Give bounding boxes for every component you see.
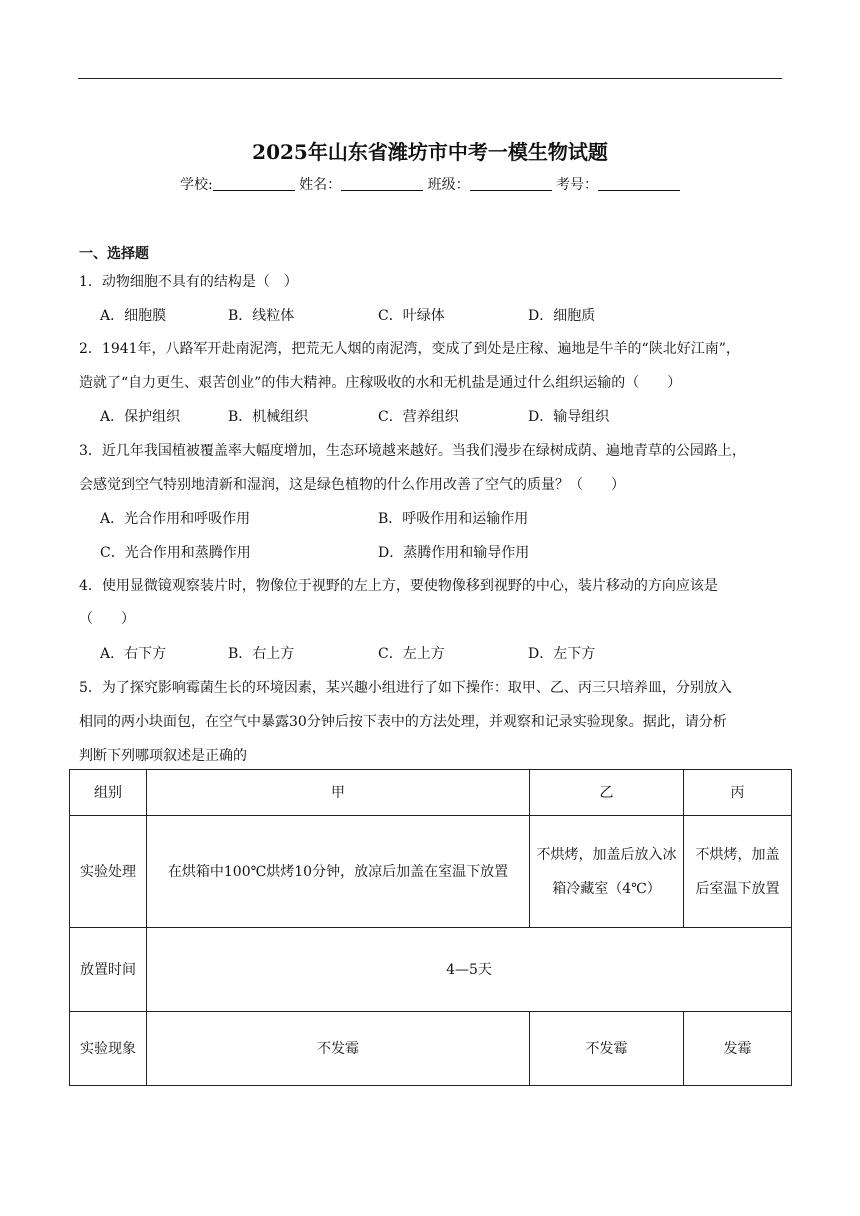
question-2-option-c[interactable]: C．营养组织 — [378, 409, 459, 425]
question-4-option-d[interactable]: D．左下方 — [528, 646, 596, 662]
question-5-line-2: 相同的两小块面包，在空气中暴露30分钟后按下表中的方法处理，并观察和记录实验现象。据此，请分析 — [79, 714, 727, 730]
class-label: 班级： — [427, 177, 470, 193]
table-header-jia: 甲 — [147, 770, 530, 816]
section-heading: 一、选择题 — [79, 246, 149, 262]
question-4-option-b[interactable]: B．右上方 — [228, 646, 295, 662]
page-title: 2025年山东省潍坊市中考一模生物试题 — [252, 140, 608, 164]
question-2-option-b[interactable]: B．机械组织 — [228, 409, 309, 425]
question-1-line-1: 1．动物细胞不具有的结构是（ ） — [79, 274, 298, 290]
question-3-option-b[interactable]: B．呼吸作用和运输作用 — [378, 511, 529, 527]
question-5-line-1: 5．为了探究影响霉菌生长的环境因素，某兴趣小组进行了如下操作：取甲、乙、丙三只培养皿，分别放入 — [79, 680, 732, 696]
question-4-line-2: （ ） — [79, 611, 135, 627]
table-header-yi: 乙 — [530, 770, 684, 816]
question-1-option-a[interactable]: A．细胞膜 — [100, 308, 167, 324]
name-blank[interactable] — [341, 176, 423, 191]
school-label: 学校: — [179, 177, 213, 193]
school-blank[interactable] — [213, 176, 295, 191]
question-2-line-2: 造就了“自力更生、艰苦创业”的伟大精神。庄稼吸收的水和无机盐是通过什么组织运输的（ ） — [79, 375, 682, 391]
exam-number-label: 考号： — [556, 177, 599, 193]
result-yi: 不发霉 — [530, 1012, 684, 1086]
experiment-table — [69, 769, 792, 1086]
question-3-line-1: 3．近几年我国植被覆盖率大幅度增加，生态环境越来越好。当我们漫步在绿树成荫、遍地青草的公园路上， — [79, 443, 746, 459]
question-1-option-b[interactable]: B．线粒体 — [228, 308, 295, 324]
question-4-option-a[interactable]: A．右下方 — [100, 646, 167, 662]
student-info-line — [0, 174, 860, 194]
question-2-line-1: 2．1941年，八路军开赴南泥湾，把荒无人烟的南泥湾，变成了到处是庄稼、遍地是牛羊的“陕北好江南”， — [79, 341, 740, 357]
table-row-result — [70, 1012, 792, 1086]
question-3-line-2: 会感觉到空气特别地清新和湿润，这是绿色植物的什么作用改善了空气的质量？（ ） — [79, 477, 625, 493]
result-label: 实验现象 — [70, 1012, 147, 1086]
table-header-group: 组别 — [70, 770, 147, 816]
question-4-option-c[interactable]: C．左上方 — [378, 646, 445, 662]
table-header-bing: 丙 — [684, 770, 792, 816]
question-3-option-c[interactable]: C．光合作用和蒸腾作用 — [100, 545, 251, 561]
time-label: 放置时间 — [70, 928, 147, 1012]
question-5-line-3: 判断下列哪项叙述是正确的 — [79, 748, 247, 764]
question-3-option-a[interactable]: A．光合作用和呼吸作用 — [100, 511, 251, 527]
question-3-option-d[interactable]: D．蒸腾作用和输导作用 — [378, 545, 530, 561]
result-bing: 发霉 — [684, 1012, 792, 1086]
table-header-row — [70, 770, 792, 816]
treatment-label: 实验处理 — [70, 816, 147, 928]
table-row-time — [70, 928, 792, 1012]
result-jia: 不发霉 — [147, 1012, 530, 1086]
treatment-yi: 不烘烤，加盖后放入冰箱冷藏室（4℃） — [530, 816, 684, 928]
question-2-option-d[interactable]: D．输导组织 — [528, 409, 610, 425]
header-rule — [78, 78, 782, 79]
name-label: 姓名： — [299, 177, 342, 193]
treatment-jia: 在烘箱中100℃烘烤10分钟，放凉后加盖在室温下放置 — [147, 816, 530, 928]
treatment-bing: 不烘烤，加盖后室温下放置 — [684, 816, 792, 928]
time-value: 4—5天 — [147, 928, 792, 1012]
question-1-option-c[interactable]: C．叶绿体 — [378, 308, 445, 324]
question-2-option-a[interactable]: A．保护组织 — [100, 409, 181, 425]
question-1-option-d[interactable]: D．细胞质 — [528, 308, 596, 324]
question-4-line-1: 4．使用显微镜观察装片时，物像位于视野的左上方，要使物像移到视野的中心，装片移动的方向应该是 — [79, 578, 718, 594]
table-row-treatment — [70, 816, 792, 928]
class-blank[interactable] — [470, 176, 552, 191]
exam-number-blank[interactable] — [598, 176, 680, 191]
